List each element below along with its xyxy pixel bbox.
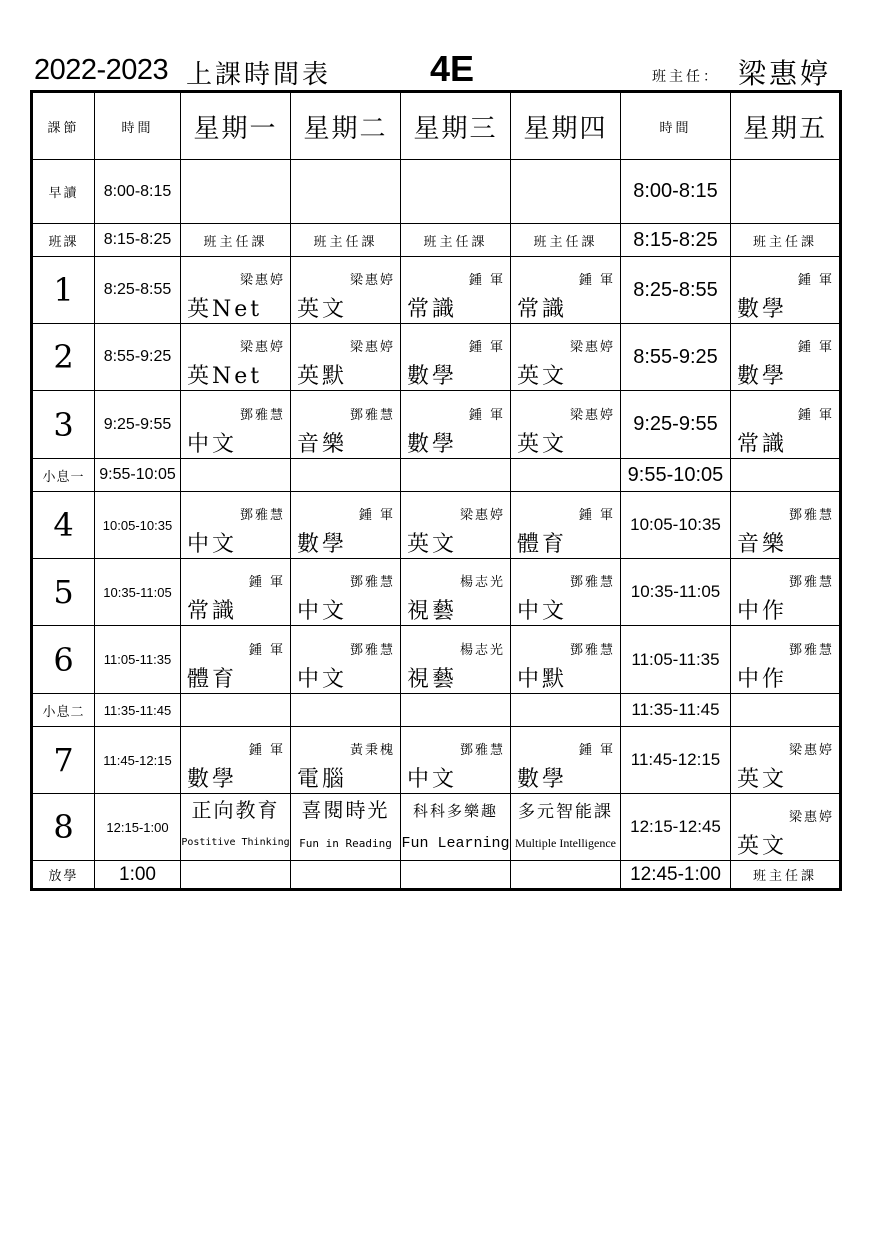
teacher: 鍾 軍 (358, 508, 395, 523)
row-dismissal (32, 861, 841, 890)
teacher: 梁惠婷 (349, 273, 395, 288)
teacher: 楊志光 (459, 642, 505, 658)
teacher: 鍾 軍 (248, 575, 285, 590)
teacher: 鄧雅慧 (239, 508, 285, 523)
row-period-3 (32, 391, 841, 459)
subject: 數學 (297, 532, 348, 557)
row-time: 8:15-8:25 (95, 224, 181, 257)
row-time-2: 8:55-9:25 (621, 324, 731, 391)
cell-wed (401, 559, 511, 626)
cell-fri (731, 324, 841, 391)
cell-fri (731, 727, 841, 794)
col-tue: 星期二 (291, 92, 401, 160)
subject: 常識 (187, 599, 238, 624)
teacher: 鄧雅慧 (788, 508, 834, 523)
subject: 體育 (187, 666, 238, 692)
activity-en: Postitive Thinking (181, 837, 290, 848)
subject: 音樂 (297, 431, 348, 457)
cell-tue (291, 391, 401, 459)
row-period-7 (32, 727, 841, 794)
teacher: 鍾 軍 (578, 743, 615, 758)
subject: 中文 (407, 767, 458, 792)
row-time: 11:05-11:35 (95, 626, 181, 694)
teacher: 鍾 軍 (468, 273, 505, 288)
cell-fri (731, 559, 841, 626)
subject: 常識 (737, 431, 788, 457)
row-time: 10:05-10:35 (95, 492, 181, 559)
page-header (0, 48, 874, 90)
cell-tue (291, 257, 401, 324)
cell-fri: 班主任課 (731, 224, 841, 257)
row-time-2: 9:25-9:55 (621, 391, 731, 459)
row-time-2: 8:25-8:55 (621, 257, 731, 324)
col-fri: 星期五 (731, 92, 841, 160)
row-time-2: 8:15-8:25 (621, 224, 731, 257)
row-period-2 (32, 324, 841, 391)
row-label: 班課 (32, 224, 95, 257)
cell-thu (511, 257, 621, 324)
cell-tue (291, 626, 401, 694)
subject: 英Net (187, 364, 263, 389)
teacher: 鍾 軍 (797, 407, 834, 423)
cell-tue (291, 727, 401, 794)
row-label: 小息一 (32, 459, 95, 492)
subject: 英文 (297, 297, 348, 322)
teacher: 鄧雅慧 (349, 407, 395, 423)
subject: 中文 (187, 532, 238, 557)
cell-thu: 班主任課 (511, 224, 621, 257)
row-time: 10:35-11:05 (95, 559, 181, 626)
teacher: 鄧雅慧 (459, 743, 505, 758)
teacher: 鄧雅慧 (569, 575, 615, 590)
teacher: 鍾 軍 (797, 273, 834, 288)
col-time-2: 時間 (621, 92, 731, 160)
row-time-2: 11:05-11:35 (621, 626, 731, 694)
row-label: 小息二 (32, 694, 95, 727)
teacher: 梁惠婷 (569, 340, 615, 355)
col-thu: 星期四 (511, 92, 621, 160)
row-period-5 (32, 559, 841, 626)
teacher: 鍾 軍 (468, 340, 505, 355)
cell-tue: 班主任課 (291, 224, 401, 257)
activity-zh: 喜閱時光 (301, 798, 390, 822)
school-year: 2022-2023 (34, 54, 169, 86)
cell-thu (511, 727, 621, 794)
teacher-name: 梁惠婷 (738, 57, 832, 90)
cell-fri (731, 391, 841, 459)
period-number: 7 (32, 727, 95, 794)
subject: 音樂 (737, 532, 788, 557)
row-time: 9:55-10:05 (95, 459, 181, 492)
activity-zh: 多元智能課 (518, 802, 613, 822)
header-row (32, 92, 841, 160)
teacher: 梁惠婷 (788, 743, 834, 758)
cell-mon (181, 626, 291, 694)
subject: 英文 (407, 532, 458, 557)
period-number: 2 (32, 324, 95, 391)
subject: 中默 (517, 666, 568, 692)
cell-wed (401, 324, 511, 391)
cell-thu (511, 391, 621, 459)
row-time-2: 12:15-12:45 (621, 794, 731, 861)
row-period-8 (32, 794, 841, 861)
subject: 常識 (517, 297, 568, 322)
cell-mon (181, 727, 291, 794)
row-time: 11:35-11:45 (95, 694, 181, 727)
col-time: 時間 (95, 92, 181, 160)
teacher: 鄧雅慧 (349, 575, 395, 590)
teacher: 鍾 軍 (578, 508, 615, 523)
subject: 英文 (737, 767, 788, 792)
subject: 視藝 (407, 599, 458, 624)
subject: 英默 (297, 364, 348, 389)
subject: 視藝 (407, 666, 458, 692)
row-period-4 (32, 492, 841, 559)
cell-tue (291, 492, 401, 559)
subject: 數學 (737, 364, 788, 389)
row-time: 8:55-9:25 (95, 324, 181, 391)
row-time-2: 9:55-10:05 (621, 459, 731, 492)
cell-fri (731, 626, 841, 694)
subject: 中文 (517, 599, 568, 624)
row-label: 放學 (32, 861, 95, 890)
row-time: 11:45-12:15 (95, 727, 181, 794)
teacher: 梁惠婷 (349, 340, 395, 355)
subject: 英文 (517, 431, 568, 457)
row-time-2: 8:00-8:15 (621, 160, 731, 224)
cell-mon (181, 391, 291, 459)
row-label: 早讀 (32, 160, 95, 224)
row-period-1 (32, 257, 841, 324)
period-number: 5 (32, 559, 95, 626)
row-period-6 (32, 626, 841, 694)
teacher: 鄧雅慧 (569, 642, 615, 658)
subject: 數學 (517, 767, 568, 792)
row-time-2: 11:45-12:15 (621, 727, 731, 794)
teacher: 梁惠婷 (569, 407, 615, 423)
row-time: 8:25-8:55 (95, 257, 181, 324)
row-morning (32, 160, 841, 224)
cell-tue (291, 559, 401, 626)
row-time: 8:00-8:15 (95, 160, 181, 224)
cell-mon (181, 257, 291, 324)
teacher: 梁惠婷 (788, 810, 834, 825)
cell-wed (401, 794, 511, 861)
period-number: 4 (32, 492, 95, 559)
row-time-2: 10:05-10:35 (621, 492, 731, 559)
teacher: 鍾 軍 (248, 642, 285, 658)
cell-thu (511, 324, 621, 391)
subject: 英Net (187, 297, 263, 322)
subject: 中文 (187, 431, 238, 457)
col-wed: 星期三 (401, 92, 511, 160)
teacher: 梁惠婷 (239, 273, 285, 288)
cell-thu (511, 626, 621, 694)
timetable (30, 90, 842, 891)
cell-mon (181, 492, 291, 559)
subject: 數學 (187, 767, 238, 792)
teacher: 黃秉槐 (349, 743, 395, 758)
cell-thu (511, 559, 621, 626)
cell-mon (181, 324, 291, 391)
subject: 電腦 (297, 767, 348, 792)
row-time: 9:25-9:55 (95, 391, 181, 459)
cell-tue (291, 794, 401, 861)
period-number: 1 (32, 257, 95, 324)
teacher: 鄧雅慧 (788, 575, 834, 590)
subject: 數學 (737, 297, 788, 322)
cell-fri (731, 794, 841, 861)
col-period: 課節 (32, 92, 95, 160)
activity-zh: 科科多樂趣 (412, 802, 498, 820)
row-class-period (32, 224, 841, 257)
subject: 中作 (737, 666, 788, 692)
cell-wed: 班主任課 (401, 224, 511, 257)
teacher: 鄧雅慧 (788, 642, 834, 658)
period-number: 8 (32, 794, 95, 861)
cell-fri (731, 492, 841, 559)
teacher: 鍾 軍 (248, 743, 285, 758)
cell-wed (401, 492, 511, 559)
row-time: 1:00 (95, 861, 181, 890)
cell-wed (401, 727, 511, 794)
cell-fri: 班主任課 (731, 861, 841, 890)
cell-mon (181, 794, 291, 861)
teacher: 鍾 軍 (578, 273, 615, 288)
class-name: 4E (430, 48, 475, 89)
subject: 中文 (297, 599, 348, 624)
teacher: 鍾 軍 (797, 340, 834, 355)
row-break-1 (32, 459, 841, 492)
teacher: 鄧雅慧 (349, 642, 395, 658)
activity-zh: 正向教育 (191, 798, 280, 822)
cell-wed (401, 391, 511, 459)
period-number: 3 (32, 391, 95, 459)
col-mon: 星期一 (181, 92, 291, 160)
cell-tue (291, 324, 401, 391)
activity-en: Multiple Intelligence (515, 836, 616, 850)
cell-thu (511, 492, 621, 559)
row-break-2 (32, 694, 841, 727)
row-time-2: 12:45-1:00 (621, 861, 731, 890)
subject: 英文 (517, 364, 568, 389)
subject: 體育 (517, 532, 568, 557)
subject: 常識 (407, 297, 458, 322)
activity-en: Fun in Reading (299, 837, 392, 850)
timetable-title: 上課時間表 (186, 60, 332, 90)
teacher: 鍾 軍 (468, 407, 505, 423)
subject: 英文 (737, 834, 788, 859)
teacher-label: 班主任： (652, 69, 720, 85)
row-time-2: 11:35-11:45 (621, 694, 731, 727)
teacher: 梁惠婷 (459, 508, 505, 523)
cell-thu (511, 794, 621, 861)
row-time: 12:15-1:00 (95, 794, 181, 861)
row-time-2: 10:35-11:05 (621, 559, 731, 626)
teacher: 楊志光 (459, 575, 505, 590)
subject: 數學 (407, 364, 458, 389)
cell-wed (401, 257, 511, 324)
cell-mon (181, 559, 291, 626)
period-number: 6 (32, 626, 95, 694)
subject: 中文 (297, 666, 348, 692)
subject: 中作 (737, 599, 788, 624)
cell-wed (401, 626, 511, 694)
teacher: 梁惠婷 (239, 340, 285, 355)
cell-fri (731, 257, 841, 324)
subject: 數學 (407, 431, 458, 457)
cell-mon: 班主任課 (181, 224, 291, 257)
activity-en: Fun Learning (401, 835, 510, 852)
teacher: 鄧雅慧 (239, 407, 285, 423)
